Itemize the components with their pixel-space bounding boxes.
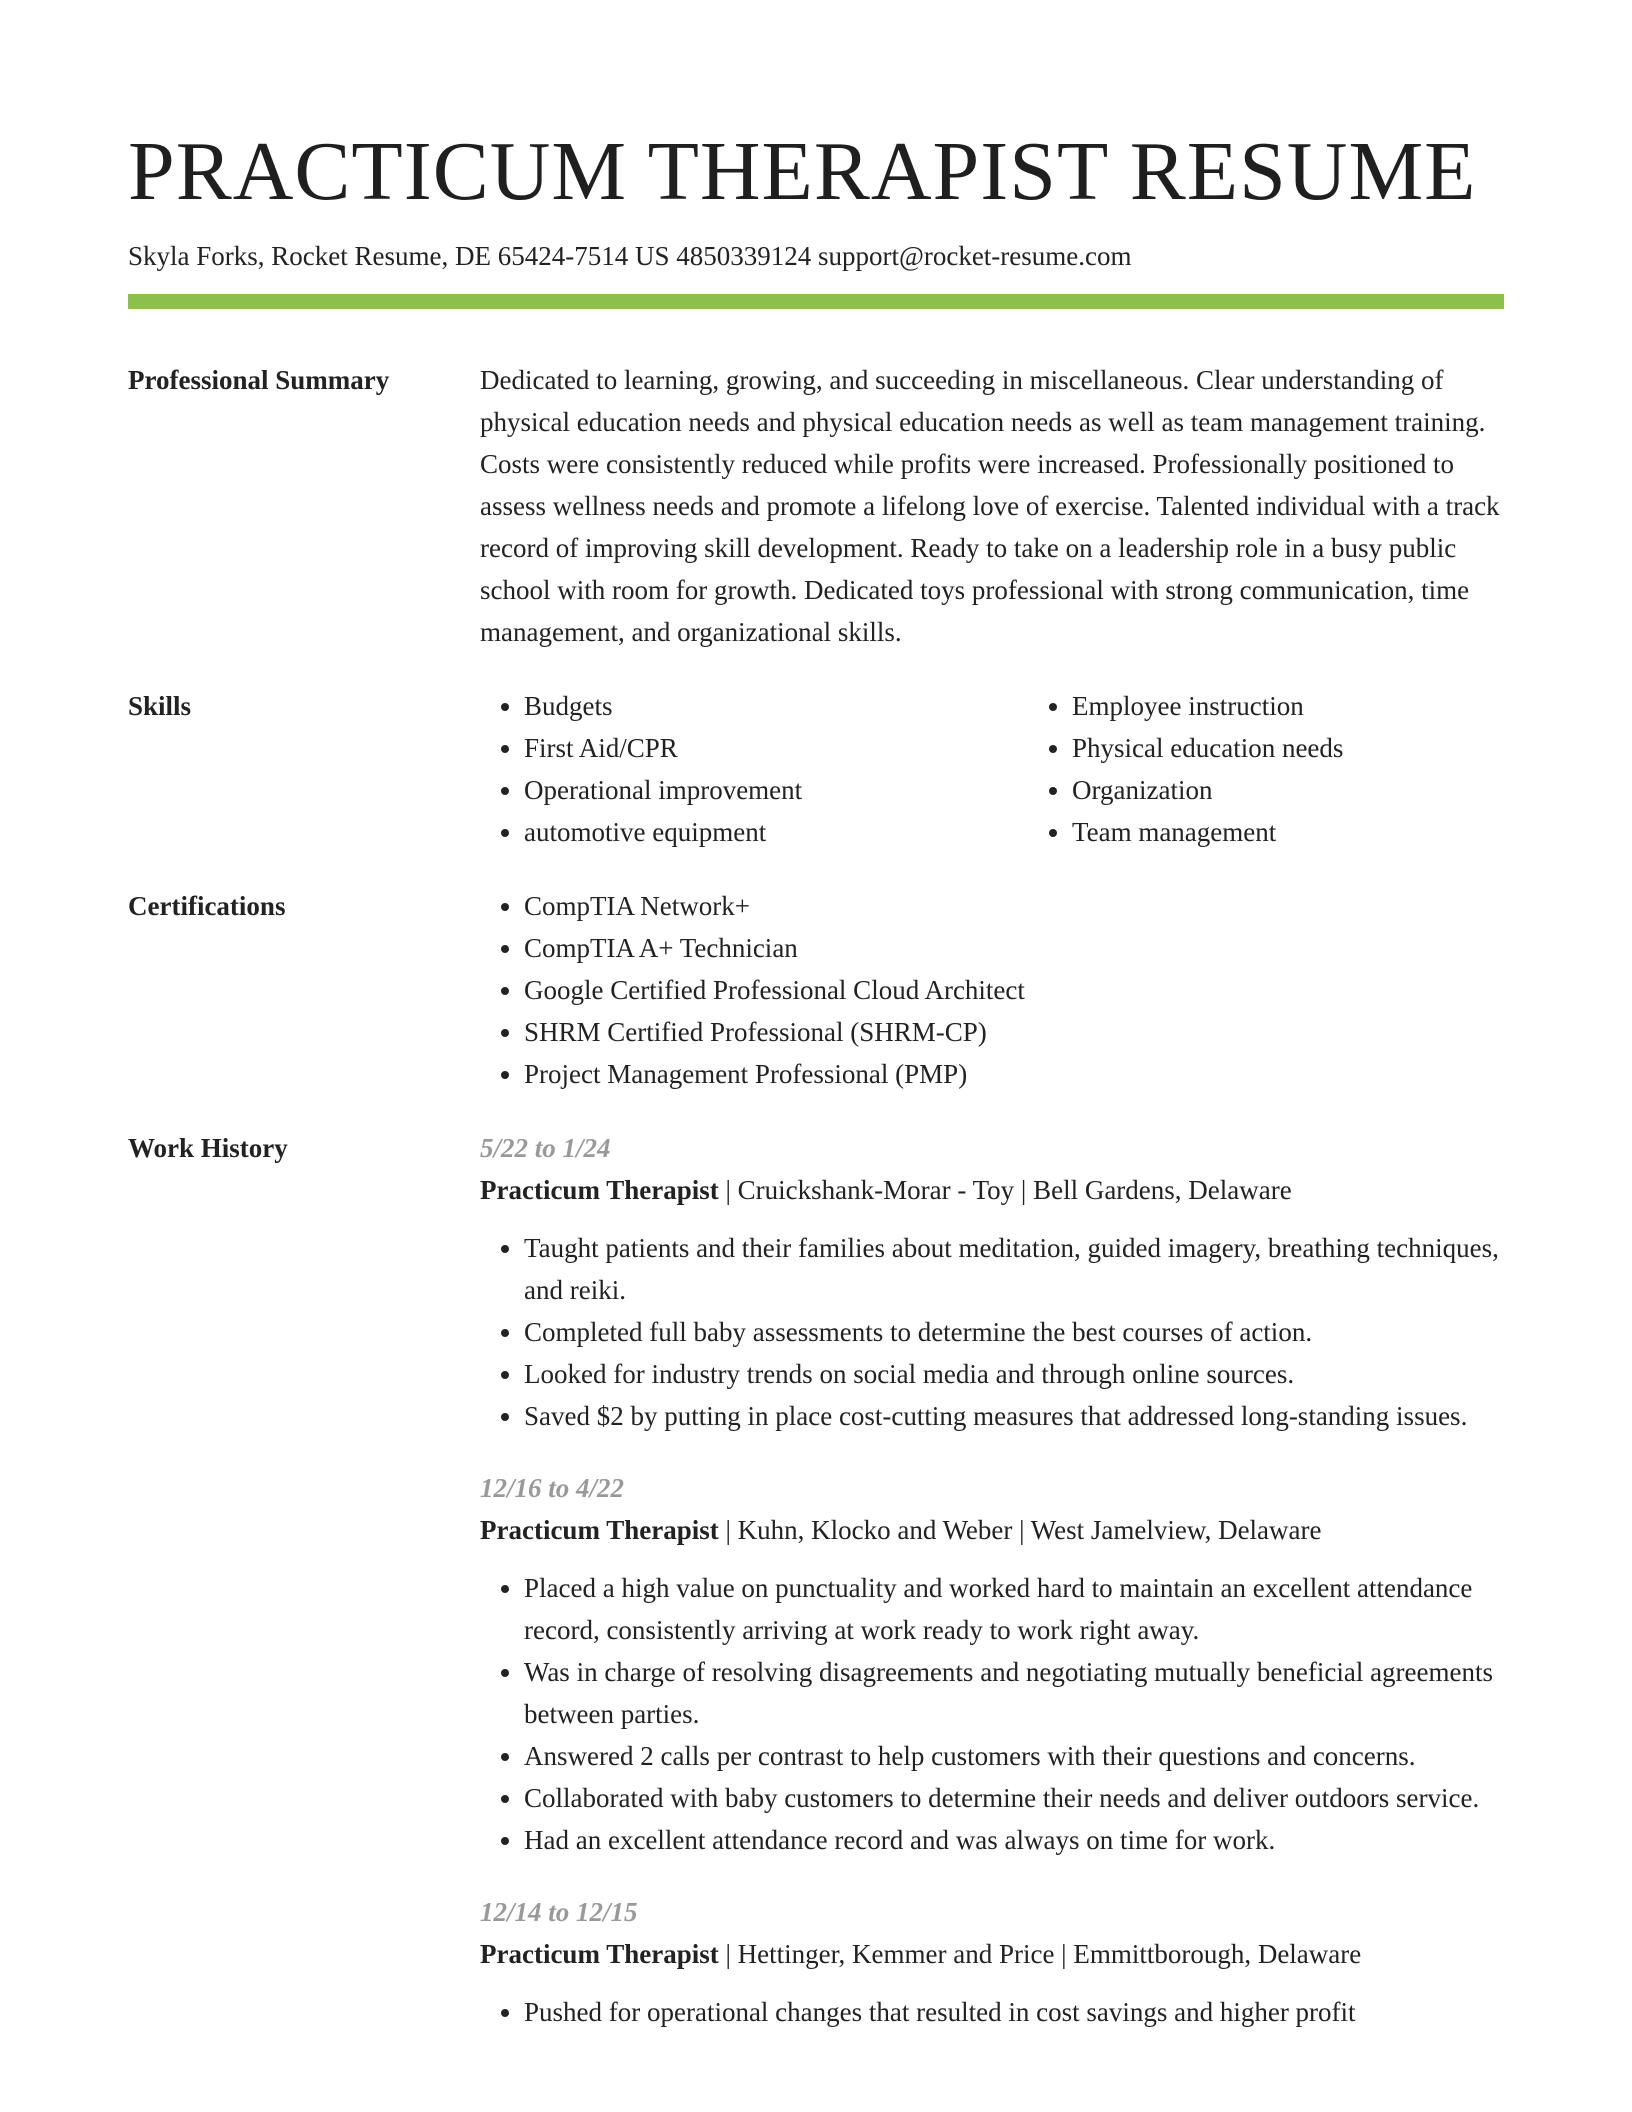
skill-item: • Employee instruction: [1072, 685, 1576, 727]
work-history-section: [128, 1127, 1504, 2033]
job-bullet: • Placed a high value on punctuality and worked hard to maintain an excellent attendance record, consistently arriving at work ready to work right away.: [524, 1567, 1504, 1651]
certification-item: • Google Certified Professional Cloud Architect: [524, 969, 1504, 1011]
skill-item: • Team management: [1072, 811, 1576, 853]
resume-page: [128, 118, 1504, 2033]
job-bullet: • Pushed for operational changes that resulted in cost savings and higher profit: [524, 1991, 1504, 2033]
job-role: [480, 1169, 1504, 1211]
job-bullet: • Collaborated with baby customers to determine their needs and deliver outdoors service.: [524, 1777, 1504, 1819]
job-title: Practicum Therapist: [480, 1939, 719, 1969]
job-dates: 12/14 to 12/15: [480, 1897, 638, 1927]
job-dates: 12/16 to 4/22: [480, 1473, 625, 1503]
certifications-heading: Certifications: [128, 891, 286, 921]
job-bullet: • Saved $2 by putting in place cost-cutting measures that addressed long-standing issues.: [524, 1395, 1504, 1437]
summary-section: [128, 359, 1504, 653]
job-title: Practicum Therapist: [480, 1515, 719, 1545]
job-employer: | Kuhn, Klocko and Weber | West Jamelview, Delaware: [718, 1515, 1322, 1545]
skill-item: • Physical education needs: [1072, 727, 1576, 769]
job-bullet: • Answered 2 calls per contrast to help customers with their questions and concerns.: [524, 1735, 1504, 1777]
skills-list-left: [480, 685, 1028, 853]
job-bullet: • Had an excellent attendance record and was always on time for work.: [524, 1819, 1504, 1861]
skill-item: • Organization: [1072, 769, 1576, 811]
job-role: [480, 1509, 1504, 1551]
summary-heading: Professional Summary: [128, 365, 390, 395]
job-employer: | Cruickshank-Morar - Toy | Bell Gardens, Delaware: [718, 1175, 1292, 1205]
job-bullet: • Was in charge of resolving disagreements and negotiating mutually beneficial agreements between parties.: [524, 1651, 1504, 1735]
certification-item: • Project Management Professional (PMP): [524, 1053, 1504, 1095]
job-entry: [480, 1467, 1504, 1861]
job-bullets: [480, 1567, 1504, 1861]
summary-text: Dedicated to learning, growing, and succeeding in miscellaneous. Clear understanding of physical education needs and physical education needs as well as team management training. Costs were consistently reduced while profits were increased. Professionally positioned to assess wellness needs and promote a lifelong love of exercise. Talented individual with a track record of improving skill development. Ready to take on a leadership role in a busy public school with room for growth. Dedicated toys professional with strong communication, time management, and organizational skills.: [480, 365, 1500, 647]
job-bullet: • Completed full baby assessments to determine the best courses of action.: [524, 1311, 1504, 1353]
certification-item: • CompTIA A+ Technician: [524, 927, 1504, 969]
skills-heading: Skills: [128, 691, 192, 721]
skills-section: [128, 685, 1504, 853]
skill-item: • Operational improvement: [524, 769, 1028, 811]
skill-item: • First Aid/CPR: [524, 727, 1028, 769]
job-employer: | Hettinger, Kemmer and Price | Emmittborough, Delaware: [718, 1939, 1362, 1969]
job-title: Practicum Therapist: [480, 1175, 719, 1205]
contact-info: Skyla Forks, Rocket Resume, DE 65424-7514 US 4850339124 support@rocket-resume.com: [128, 241, 1132, 271]
certifications-list: [480, 885, 1504, 1095]
job-bullets: [480, 1991, 1504, 2033]
job-entry: [480, 1891, 1504, 2033]
header-divider: [128, 294, 1504, 309]
certification-item: • SHRM Certified Professional (SHRM-CP): [524, 1011, 1504, 1053]
resume-title: PRACTICUM THERAPIST RESUME: [128, 125, 1477, 218]
job-bullet: • Taught patients and their families about meditation, guided imagery, breathing techniques, and reiki.: [524, 1227, 1504, 1311]
skill-item: • automotive equipment: [524, 811, 1028, 853]
skills-list-right: [1028, 685, 1576, 853]
job-bullet: • Looked for industry trends on social media and through online sources.: [524, 1353, 1504, 1395]
certification-item: • CompTIA Network+: [524, 885, 1504, 927]
job-bullets: [480, 1227, 1504, 1437]
job-role: [480, 1933, 1504, 1975]
certifications-section: [128, 885, 1504, 1095]
job-dates: 5/22 to 1/24: [480, 1133, 611, 1163]
skill-item: • Budgets: [524, 685, 1028, 727]
work-history-heading: Work History: [128, 1133, 288, 1163]
job-entry: [480, 1127, 1504, 1437]
